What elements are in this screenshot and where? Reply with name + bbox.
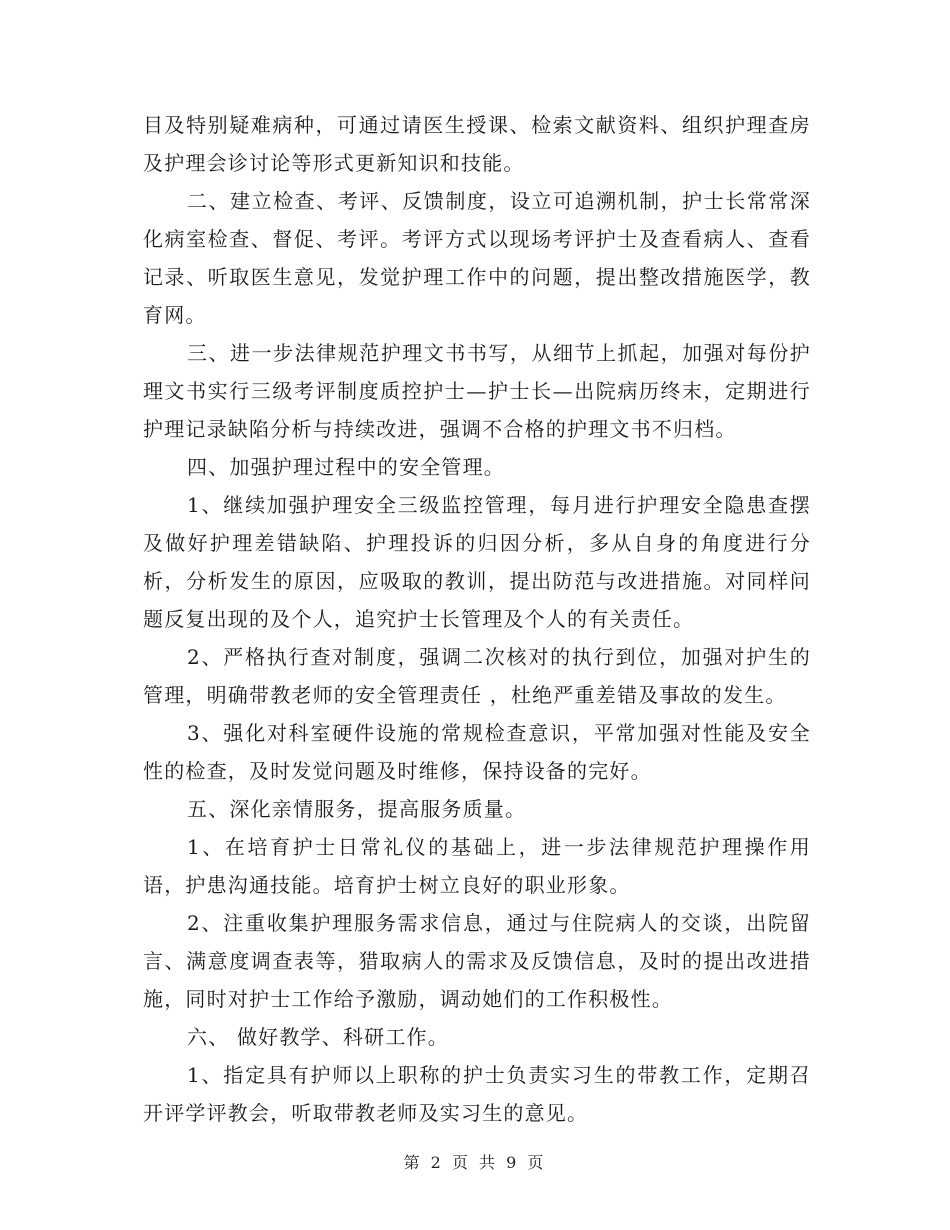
paragraph-12: 1、指定具有护师以上职称的护士负责实习生的带教工作，定期召开评学评教会，听取带教老师及实习生的意见。 <box>143 1063 811 1125</box>
paragraph-9: 1、在培育护士日常礼仪的基础上，进一步法律规范护理操作用语，护患沟通技能。培育护士树立良好的职业形象。 <box>143 835 811 897</box>
paragraph-11: 六、 做好教学、科研工作。 <box>187 1025 449 1049</box>
paragraph-3: 三、进一步法律规范护理文书书写，从细节上抓起，加强对每份护理文书实行三级考评制度质控护士—护士长—出院病历终末，定期进行护理记录缺陷分析与持续改进，强调不合格的护理文书不归档。 <box>143 341 811 441</box>
paragraph-4: 四、加强护理过程中的安全管理。 <box>187 455 505 479</box>
paragraph-10: 2、注重收集护理服务需求信息，通过与住院病人的交谈，出院留言、满意度调查表等，猎取病人的需求及反馈信息，及时的提出改进措施，同时对护士工作给予激励，调动她们的工作积极性。 <box>143 911 811 1011</box>
paragraph-5: 1、继续加强护理安全三级监控管理，每月进行护理安全隐患查摆及做好护理差错缺陷、护理投诉的归因分析，多从自身的角度进行分析，分析发生的原因，应吸取的教训，提出防范与改进措施。对同样问题反复出现的及个人，追究护士长管理及个人的有关责任。 <box>143 493 811 631</box>
paragraph-8: 五、深化亲情服务，提高服务质量。 <box>187 797 527 821</box>
paragraph-7: 3、强化对科室硬件设施的常规检查意识，平常加强对性能及安全性的检查，及时发觉问题及时维修，保持设备的完好。 <box>143 721 811 783</box>
paragraph-1: 目及特别疑难病种，可通过请医生授课、检索文献资料、组织护理查房及护理会诊讨论等形式更新知识和技能。 <box>143 113 811 175</box>
paragraph-2: 二、建立检查、考评、反馈制度，设立可追溯机制，护士长常常深化病室检查、督促、考评。考评方式以现场考评护士及查看病人、查看记录、听取医生意见，发觉护理工作中的问题，提出整改措施医学，教育网。 <box>143 189 811 327</box>
page-number-label: 第 2 页 共 9 页 <box>403 1153 547 1172</box>
page-footer <box>0 1150 950 1173</box>
paragraph-6: 2、严格执行查对制度，强调二次核对的执行到位，加强对护生的管理，明确带教老师的安全管理责任 ，杜绝严重差错及事故的发生。 <box>143 645 811 707</box>
document-body <box>143 106 811 1132</box>
